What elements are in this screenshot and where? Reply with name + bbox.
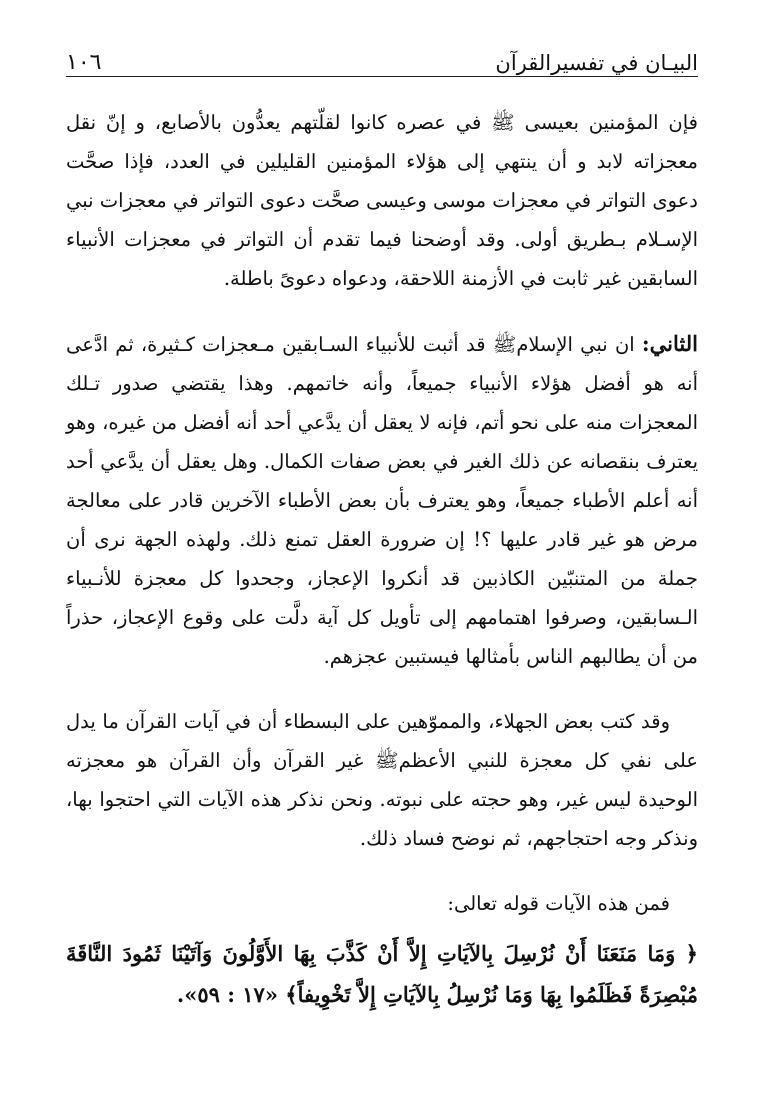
paragraph-3: وقد كتب بعض الجهلاء، والمموّهين على البسطاء أن في آيات القرآن ما يدل على نفي كل معجزة للنبي الأعظمﷺ غير القرآن وأن القرآن هو معجزته الوحيدة ليس غير، وهو حجته على نبوته. ونحن نذكر هذه الآيات التي احتجوا بها، ونذكر وجه احتجاجهم، ثم نوضح فساد ذلك. [66,710,698,850]
paragraph-2 [66,324,698,676]
paragraph-1: فإن المؤمنين بعيسى ﷺ في عصره كانوا لقلّتهم يعدُّون بالأصابع، و إنّ نقل معجزاته لابد و أن ينتهي إلى هؤلاء المؤمنين القليلين في العدد، فإذا صحَّت دعوى التواتر في معجزات موسى وعيسى صحَّت دعوى التواتر في معجزات نبي الإسـلام بـطريق أولى. وقد أوضحنا فيما تقدم أن التواتر في معجزات الأنبياء السابقين غير ثابت في الأزمنة اللاحقة، ودعواه دعوىً باطلة. [66,111,698,290]
section-label-second: الثاني: [641,331,698,356]
quran-verse: ﴿ وَمَا مَنَعَنَا أَنْ نُرْسِلَ بِالآيَاتِ إِلاَّ أَنْ كَذَّبَ بِهَا الأَوَّلُونَ وَآتَيْنَا ثَمُودَ النَّاقَةَ مُبْصِرَةً فَظَلَمُوا بِهَا وَمَا نُرْسِلُ بِالآيَاتِ إِلاَّ تَخْوِيفاً﴾ «١٧ : ٥٩». [66,941,698,1007]
paragraph-4: فمن هذه الآيات قوله تعالى: [447,892,670,915]
paragraph-2-text: ان نبي الإسلامﷺ قد أثبت للأنبياء السـابقين مـعجزات كـثيرة، ثم ادَّعى أنه هو أفضل هؤلاء الأنبياء جميعاً، وأنه خاتمهم. وهذا يقتضي صدور تـلك المعجزات منه على نحو أتم، فإنه لا يعقل أن يدَّعي أحد أنه أفضل من غيره، وهو يعترف بنقصانه عن ذلك الغير في بعض صفات الكمال. وهل يعقل أن يدَّعي أحد أنه أعلم الأطباء جميعاً، وهو يعترف بأن بعض الأطباء الآخرين قادر على معالجة مرض هو غير قادر عليها ؟! إن ضرورة العقل تمنع ذلك. ولهذه الجهة نرى أن جملة من المتنبّين الكاذبين قد أنكروا الإعجاز، وجحدوا كل معجزة للأنـبياء الـسابقين، وصرفوا اهتمامهم إلى تأويل كل آية دلَّت على وقوع الإعجاز، حذراً من أن يطالبهم الناس بأمثالها فيستبين عجزهم. [66,333,698,668]
page-number: ١٠٦ [66,49,102,75]
book-title: البيـان في تفسيرالقرآن [495,50,698,75]
page-header [66,34,698,77]
